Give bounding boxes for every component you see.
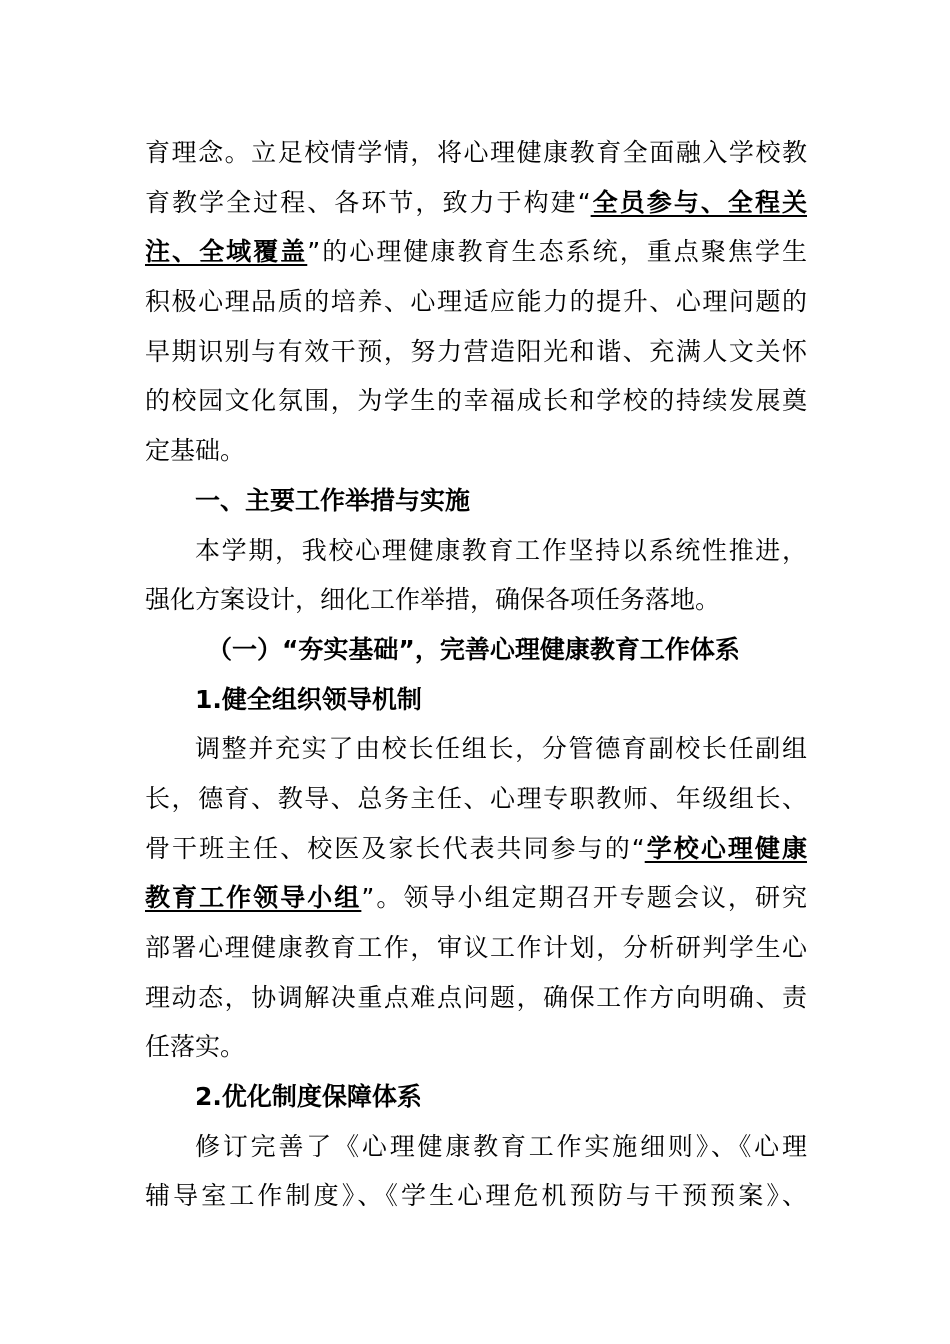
text-run: 育教学全过程、各环节，致力于构建“ <box>145 187 591 217</box>
body-line: 任落实。 <box>145 1032 246 1062</box>
subsection-heading: （一）“夯实基础”，完善心理健康教育工作体系 <box>207 634 740 664</box>
text-run: ”的心理健康教育生态系统，重点聚焦学生 <box>307 237 807 267</box>
emphasized-text: 学校心理健康 <box>644 833 807 863</box>
text-run: ”。领导小组定期召开专题会议，研究 <box>361 883 807 913</box>
body-line <box>145 227 807 277</box>
document-page <box>145 128 807 1221</box>
text-run: 骨干班主任、校医及家长代表共同参与的“ <box>145 833 645 863</box>
body-line <box>145 824 807 874</box>
section-heading: 一、主要工作举措与实施 <box>195 485 471 515</box>
body-line: 部署心理健康教育工作，审议工作计划，分析研判学生心 <box>145 933 807 962</box>
body-line: 长，德育、教导、总务主任、心理专职教师、年级组长、 <box>145 783 807 813</box>
item-heading: 1.健全组织领导机制 <box>195 684 422 714</box>
body-line <box>145 873 807 923</box>
body-line: 修订完善了《心理健康教育工作实施细则》、《心理 <box>195 1131 807 1161</box>
emphasized-text: 教育工作领导小组 <box>145 883 362 913</box>
item-heading: 2.优化制度保障体系 <box>195 1082 422 1112</box>
body-line: 积极心理品质的培养、心理适应能力的提升、心理问题的 <box>145 287 807 317</box>
emphasized-text: 注、全域覆盖 <box>145 237 308 267</box>
body-line <box>145 178 807 228</box>
body-line: 辅导室工作制度》、《学生心理危机预防与干预预案》、 <box>145 1181 807 1211</box>
body-line: 的校园文化氛围，为学生的幸福成长和学校的持续发展奠 <box>145 386 807 416</box>
body-line: 早期识别与有效干预，努力营造阳光和谐、充满人文关怀 <box>145 336 807 366</box>
emphasized-text: 全员参与、全程关 <box>590 187 807 217</box>
body-line: 调整并充实了由校长任组长，分管德育副校长任副组 <box>195 734 807 764</box>
body-line: 本学期，我校心理健康教育工作坚持以系统性推进， <box>195 535 807 565</box>
body-line: 定基础。 <box>145 436 246 466</box>
body-line: 育理念。立足校情学情，将心理健康教育全面融入学校教 <box>145 138 807 167</box>
body-line: 理动态，协调解决重点难点问题，确保工作方向明确、责 <box>145 982 807 1012</box>
body-line: 强化方案设计，细化工作举措，确保各项任务落地。 <box>145 585 721 615</box>
